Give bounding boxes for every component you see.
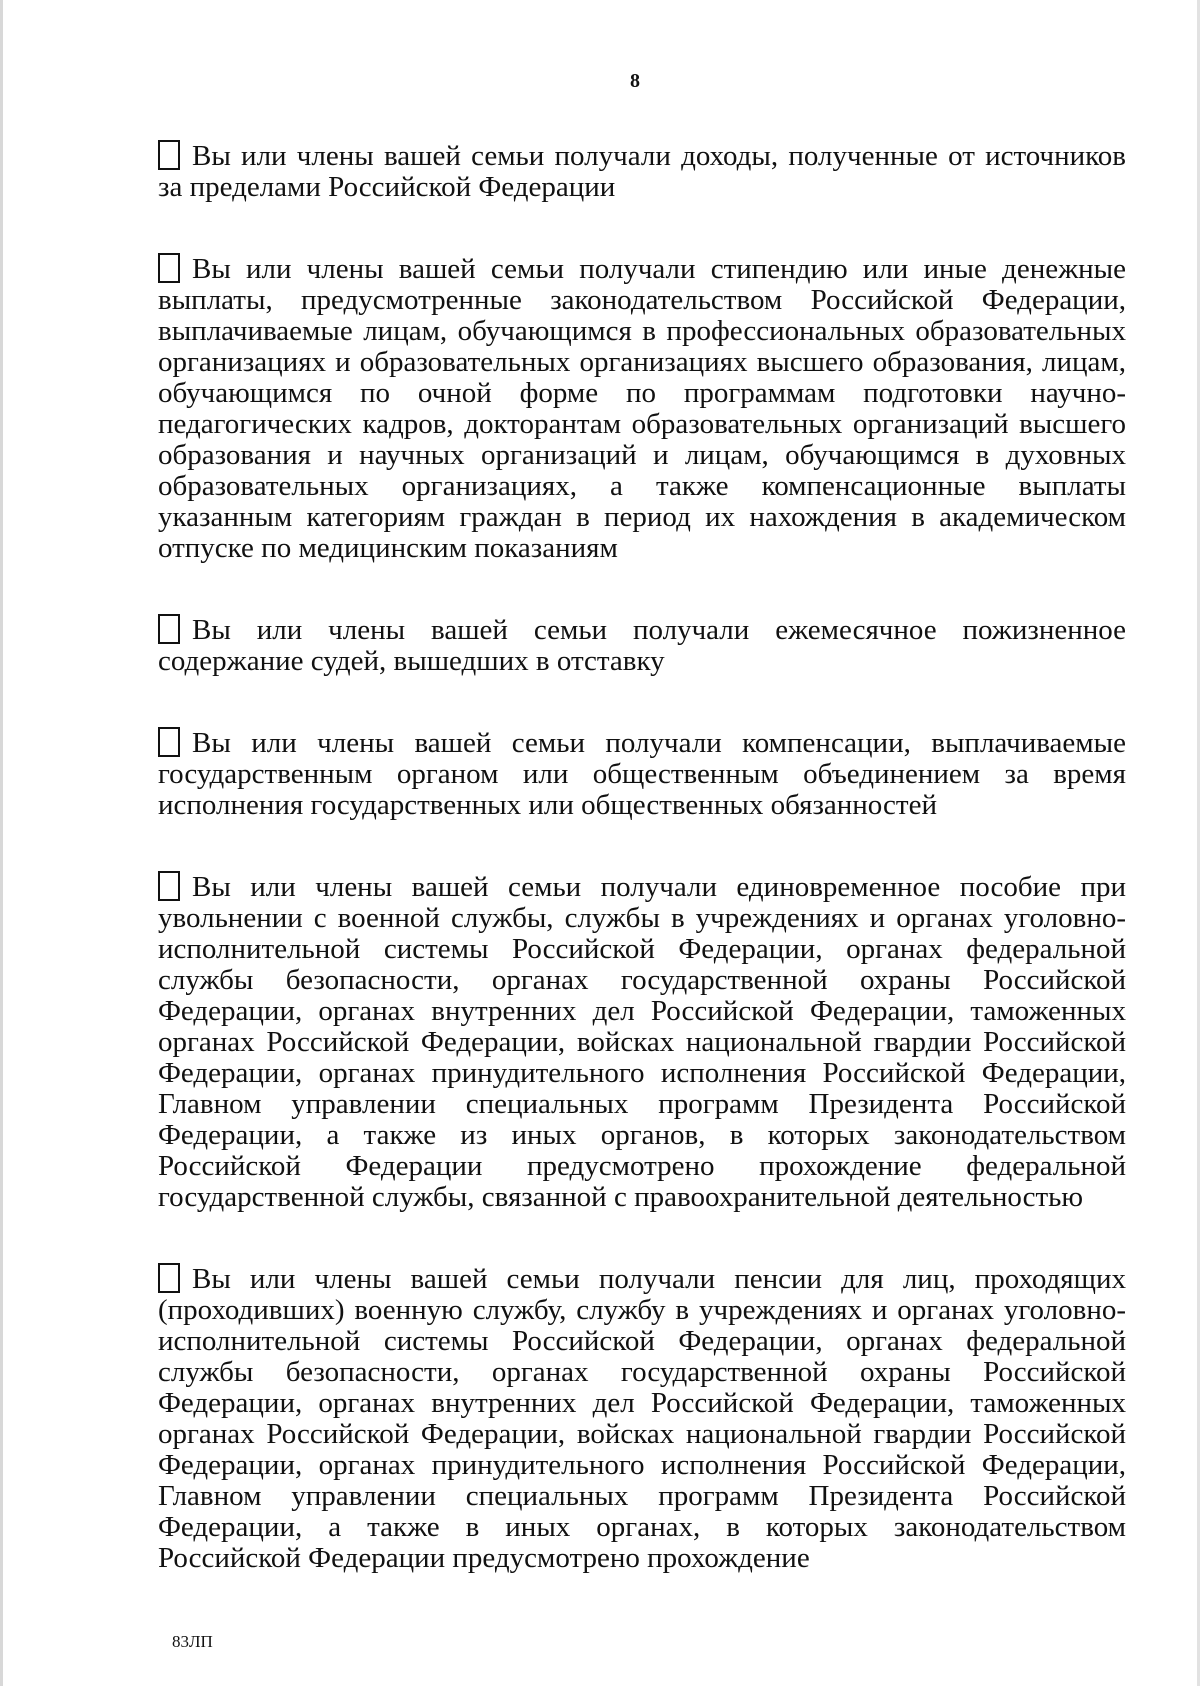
question-item — [158, 1263, 1126, 1574]
question-item — [158, 614, 1126, 677]
question-item — [158, 871, 1126, 1213]
page-number: 8 — [630, 70, 640, 92]
question-text: Вы или члены вашей семьи получали стипендию или иные денежные выплаты, предусмотренные законодательством Российской Федерации, выплачиваемые лицам, обучающимся в профессиональных образовательных организациях и образовательных организациях высшего образования, лицам, обучающимся по очной форме по программам подготовки научно-педагогических кадров, докторантам образовательных организаций высшего образования и научных организаций и лицам, обучающимся в духовных образовательных организациях, а также компенсационные выплаты указанным категориям граждан в период их нахождения в академическом отпуске по медицинским показаниям — [158, 253, 1126, 564]
question-list — [158, 140, 1126, 1574]
question-text: Вы или члены вашей семьи получали доходы, полученные от источников за пределами Российской Федерации — [158, 140, 1126, 203]
checkbox[interactable] — [158, 253, 180, 283]
question-text: Вы или члены вашей семьи получали единовременное пособие при увольнении с военной службы, службы в учреждениях и органах уголовно-исполнительной системы Российской Федерации, органах федеральной службы безопасности, органах государственной охраны Российской Федерации, органах внутренних дел Российской Федерации, таможенных органах Российской Федерации, войсках национальной гвардии Российской Федерации, органах принудительного исполнения Российской Федерации, Главном управлении специальных программ Президента Российской Федерации, а также из иных органов, в которых законодательством Российской Федерации предусмотрено прохождение федеральной государственной службы, связанной с правоохранительной деятельностью — [158, 871, 1126, 1213]
question-item — [158, 140, 1126, 203]
question-text: Вы или члены вашей семьи получали компенсации, выплачиваемые государственным органом или общественным объединением за время исполнения государственных или общественных обязанностей — [158, 727, 1126, 821]
checkbox[interactable] — [158, 727, 180, 757]
scan-edge-left — [0, 0, 3, 1686]
question-item — [158, 253, 1126, 564]
question-item — [158, 727, 1126, 821]
question-text: Вы или члены вашей семьи получали ежемесячное пожизненное содержание судей, вышедших в отставку — [158, 614, 1126, 677]
checkbox[interactable] — [158, 614, 180, 644]
checkbox[interactable] — [158, 140, 180, 170]
checkbox[interactable] — [158, 871, 180, 901]
question-text: Вы или члены вашей семьи получали пенсии для лиц, проходящих (проходивших) военную службу, службу в учреждениях и органах уголовно-исполнительной системы Российской Федерации, органах федеральной службы безопасности, органах государственной охраны Российской Федерации, органах внутренних дел Российской Федерации, таможенных органах Российской Федерации, войсках национальной гвардии Российской Федерации, органах принудительного исполнения Российской Федерации, Главном управлении специальных программ Президента Российской Федерации, а также в иных органах, в которых законодательством Российской Федерации предусмотрено прохождение — [158, 1263, 1126, 1574]
footer-form-code: 83ЛП — [172, 1632, 213, 1651]
checkbox[interactable] — [158, 1263, 180, 1293]
